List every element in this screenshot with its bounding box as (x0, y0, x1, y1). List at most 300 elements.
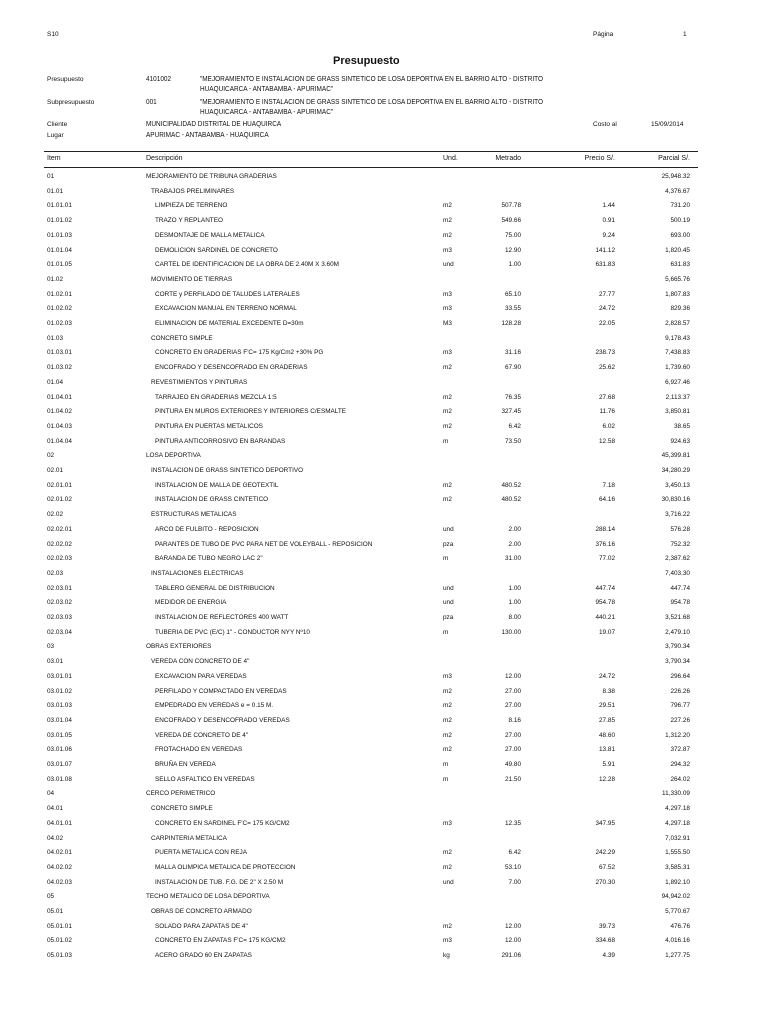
row-item-code: 03.01.04 (47, 716, 72, 724)
row-metrado: 2.00 (508, 525, 521, 533)
table-row (0, 185, 768, 199)
row-item-code: 01.04.03 (47, 422, 72, 430)
row-parcial: 7,438.83 (665, 349, 690, 357)
row-precio: 141.12 (595, 246, 615, 254)
row-item-code: 04.01 (47, 805, 63, 813)
row-unit: m2 (443, 922, 452, 930)
row-unit: m3 (443, 819, 452, 827)
row-unit: m2 (443, 481, 452, 489)
row-item-code: 03.01 (47, 658, 63, 666)
row-item-code: 02.03.01 (47, 584, 72, 592)
table-row (0, 199, 768, 213)
table-row (0, 787, 768, 801)
row-description: DEMOLICION SARDINEL DE CONCRETO (155, 246, 278, 254)
table-row (0, 920, 768, 934)
row-unit: m2 (443, 687, 452, 695)
row-unit: M3 (443, 320, 452, 327)
table-row (0, 302, 768, 316)
row-unit: m2 (443, 393, 452, 401)
row-description: PUERTA METALICA CON REJA (155, 849, 247, 857)
row-metrado: 8.16 (508, 716, 521, 724)
row-parcial: 5,770.67 (665, 908, 690, 915)
row-item-code: 01.02.03 (47, 320, 72, 327)
table-row (0, 685, 768, 699)
row-metrado: 291.06 (501, 952, 521, 960)
row-parcial: 1,312.20 (665, 731, 690, 739)
row-precio: 24.72 (599, 672, 615, 680)
row-unit: und (443, 584, 454, 592)
row-metrado: 7.00 (508, 878, 521, 886)
row-metrado: 31.16 (505, 349, 521, 357)
row-precio: 48.60 (599, 731, 615, 739)
table-row (0, 479, 768, 493)
row-metrado: 73.50 (505, 437, 521, 445)
row-description: CONCRETO EN ZAPATAS F'C= 175 KG/CM2 (155, 937, 286, 945)
row-description: DESMONTAJE DE MALLA METALICA (155, 231, 265, 239)
table-row (0, 949, 768, 963)
row-unit: m (443, 761, 449, 768)
row-item-code: 02.03 (47, 569, 63, 577)
row-parcial: 30,830.16 (661, 496, 690, 504)
col-und: Und. (443, 155, 458, 162)
row-parcial: 5,665.76 (665, 275, 690, 283)
table-row (0, 405, 768, 419)
row-parcial: 3,585.31 (665, 863, 690, 871)
row-parcial: 1,807.83 (665, 290, 690, 298)
row-metrado: 6.42 (508, 422, 521, 430)
row-description: PINTURA EN PUERTAS METALICOS (155, 422, 263, 430)
row-item-code: 03.01.01 (47, 672, 72, 680)
row-parcial: 954.78 (670, 599, 690, 607)
row-precio: 242.29 (595, 849, 615, 857)
table-row (0, 391, 768, 405)
table-row (0, 567, 768, 581)
row-item-code: 04.01.01 (47, 819, 72, 827)
presupuesto-desc-1: "MEJORAMIENTO E INSTALACION DE GRASS SINTETICO DE LOSA DEPORTIVA EN EL BARRIO ALTO - DISTRITO (200, 76, 543, 83)
row-metrado: 27.00 (505, 731, 521, 739)
row-parcial: 447.74 (670, 584, 690, 592)
row-parcial: 372.87 (670, 746, 690, 754)
table-row (0, 905, 768, 919)
row-unit: m3 (443, 937, 452, 945)
row-description: PARANTES DE TUBO DE PVC PARA NET DE VOLEYBALL - REPOSICION (155, 540, 373, 548)
row-precio: 4.39 (602, 952, 615, 960)
row-parcial: 4,297.18 (665, 805, 690, 813)
row-description: CONCRETO SIMPLE (151, 334, 213, 342)
table-row (0, 861, 768, 875)
row-item-code: 05 (47, 893, 55, 901)
page-label: Página (593, 31, 614, 38)
row-precio: 270.30 (595, 878, 615, 886)
row-item-code: 01.02 (47, 275, 63, 283)
row-description: REVESTIMIENTOS Y PINTURAS (151, 378, 248, 386)
table-row (0, 626, 768, 640)
row-description: ELIMINACION DE MATERIAL EXCEDENTE D=30m (155, 320, 304, 327)
table-row (0, 670, 768, 684)
table-row (0, 817, 768, 831)
presupuesto-label: Presupuesto (47, 76, 84, 83)
row-description: LOSA DEPORTIVA (146, 452, 201, 460)
row-metrado: 327.45 (501, 408, 521, 416)
row-item-code: 05.01.03 (47, 952, 72, 960)
row-metrado: 480.52 (501, 481, 521, 489)
row-item-code: 03.01.02 (47, 687, 72, 695)
row-metrado: 549.66 (501, 217, 521, 225)
row-description: TECHO METALICO DE LOSA DEPORTIVA (146, 893, 270, 901)
row-unit: m2 (443, 364, 452, 372)
row-description: BARANDA DE TUBO NEGRO LAC 2" (155, 555, 263, 563)
table-row (0, 288, 768, 302)
row-description: INSTALACIONES ELECTRICAS (151, 569, 244, 577)
table-row (0, 435, 768, 449)
row-parcial: 34,280.29 (661, 467, 690, 474)
row-parcial: 924.63 (670, 437, 690, 445)
row-parcial: 3,790.34 (665, 643, 690, 651)
table-row (0, 214, 768, 228)
row-parcial: 476.76 (670, 922, 690, 930)
table-row (0, 244, 768, 258)
row-metrado: 27.00 (505, 746, 521, 754)
row-description: CONCRETO EN GRADERIAS F'C= 175 Kg/Cm2 +30% PG (155, 349, 324, 357)
row-precio: 27.85 (599, 716, 615, 724)
row-unit: m2 (443, 408, 452, 416)
row-parcial: 45,399.81 (661, 452, 690, 460)
row-parcial: 1,277.75 (665, 952, 690, 960)
row-parcial: 1,820.45 (665, 246, 690, 254)
col-item: Item (47, 155, 61, 162)
row-description: CERCO PERIMETRICO (146, 790, 216, 798)
row-unit: m2 (443, 849, 452, 857)
report-code: S10 (47, 31, 59, 38)
row-description: VEREDA DE CONCRETO DE 4" (155, 731, 249, 739)
row-item-code: 02.02.01 (47, 525, 72, 533)
row-precio: 11.76 (599, 408, 615, 416)
row-unit: m3 (443, 290, 452, 298)
row-precio: 64.16 (599, 496, 615, 504)
table-row (0, 758, 768, 772)
row-description: ENCOFRADO Y DESENCOFRADO VEREDAS (155, 716, 290, 724)
row-item-code: 02.01.01 (47, 481, 72, 489)
row-parcial: 693.00 (670, 231, 690, 239)
table-row (0, 552, 768, 566)
row-item-code: 05.01.02 (47, 937, 72, 945)
row-item-code: 01.01.03 (47, 231, 72, 239)
row-item-code: 01.01.01 (47, 202, 72, 210)
row-description: ARCO DE FULBITO - REPOSICION (155, 525, 259, 533)
row-precio: 288.14 (595, 525, 615, 533)
row-metrado: 75.00 (505, 231, 521, 239)
table-row (0, 582, 768, 596)
row-item-code: 01.04 (47, 378, 63, 386)
row-parcial: 294.32 (670, 761, 690, 768)
row-precio: 39.73 (599, 922, 615, 930)
row-item-code: 03.01.07 (47, 761, 72, 768)
row-unit: kg (443, 952, 450, 960)
row-description: INSTALACION DE TUB. F.G. DE 2" X 2.50 M (155, 878, 284, 886)
table-row (0, 346, 768, 360)
row-unit: m2 (443, 702, 452, 710)
header-bottom-rule (44, 167, 698, 168)
table-row (0, 773, 768, 787)
row-parcial: 829.36 (670, 305, 690, 313)
row-item-code: 05.01 (47, 908, 63, 915)
row-precio: 9.24 (602, 231, 615, 239)
row-item-code: 01.01.04 (47, 246, 72, 254)
row-parcial: 731.20 (670, 202, 690, 210)
row-unit: und (443, 261, 454, 269)
row-parcial: 25,948.32 (661, 173, 690, 180)
row-metrado: 67.90 (505, 364, 521, 372)
row-unit: m2 (443, 202, 452, 210)
row-item-code: 02.03.02 (47, 599, 72, 607)
row-item-code: 01.04.04 (47, 437, 72, 445)
row-unit: pza (443, 614, 454, 621)
row-unit: m2 (443, 422, 452, 430)
row-item-code: 01.02.01 (47, 290, 72, 298)
row-item-code: 04.02.03 (47, 878, 72, 886)
row-metrado: 12.90 (505, 246, 521, 254)
table-row (0, 332, 768, 346)
table-row (0, 699, 768, 713)
row-precio: 376.16 (595, 540, 615, 548)
row-description: ENCOFRADO Y DESENCOFRADO EN GRADERIAS (155, 364, 308, 372)
row-unit: m3 (443, 672, 452, 680)
row-description: MEDIDOR DE ENERGIA (155, 599, 227, 607)
row-item-code: 01.01.05 (47, 261, 72, 269)
row-metrado: 6.42 (508, 849, 521, 857)
cliente-label: Cliente (47, 121, 68, 128)
row-metrado: 480.52 (501, 496, 521, 504)
row-description: EMPEDRADO EN VEREDAS e = 0.15 M. (155, 702, 274, 710)
row-metrado: 12.35 (505, 819, 521, 827)
row-item-code: 01.01 (47, 187, 63, 195)
row-metrado: 1.00 (508, 261, 521, 269)
row-description: PINTURA ANTICORROSIVO EN BARANDAS (155, 437, 286, 445)
subpresupuesto-desc-2: HUAQUICARCA - ANTABAMBA - APURIMAC" (200, 109, 334, 116)
table-row (0, 508, 768, 522)
row-precio: 19.07 (599, 628, 615, 636)
row-item-code: 02.01.02 (47, 496, 72, 504)
row-parcial: 4,297.18 (665, 819, 690, 827)
row-description: CONCRETO SIMPLE (151, 805, 213, 813)
row-parcial: 6,927.46 (665, 378, 690, 386)
row-parcial: 7,403.30 (665, 569, 690, 577)
table-row (0, 729, 768, 743)
col-metrado: Metrado (495, 155, 521, 162)
row-description: INSTALACION DE GRASS SINTETICO DEPORTIVO (151, 467, 304, 474)
row-item-code: 01 (47, 173, 55, 180)
row-description: CARPINTERIA METALICA (151, 834, 227, 842)
row-parcial: 2,828.57 (665, 320, 690, 327)
row-unit: pza (443, 540, 454, 548)
row-parcial: 2,387.62 (665, 555, 690, 563)
row-parcial: 4,376.67 (665, 187, 690, 195)
row-unit: m2 (443, 731, 452, 739)
table-row (0, 361, 768, 375)
table-row (0, 258, 768, 272)
row-parcial: 2,113.37 (665, 393, 690, 401)
row-item-code: 04.02.02 (47, 863, 72, 871)
row-item-code: 01.01.02 (47, 217, 72, 225)
row-description: TARRAJEO EN GRADERIAS MEZCLA 1:5 (155, 393, 277, 401)
row-parcial: 3,716.22 (665, 511, 690, 519)
row-description: SOLADO PARA ZAPATAS DE 4" (155, 922, 248, 930)
row-description: EXCAVACION PARA VEREDAS (155, 672, 247, 680)
row-precio: 25.62 (599, 364, 615, 372)
row-item-code: 04.02.01 (47, 849, 72, 857)
row-metrado: 31.00 (505, 555, 521, 563)
row-parcial: 4,016.16 (665, 937, 690, 945)
row-item-code: 03 (47, 643, 55, 651)
table-row (0, 876, 768, 890)
row-item-code: 01.04.01 (47, 393, 72, 401)
row-unit: m3 (443, 349, 452, 357)
row-parcial: 264.02 (670, 775, 690, 783)
row-metrado: 2.00 (508, 540, 521, 548)
row-unit: m3 (443, 305, 452, 313)
row-metrado: 27.00 (505, 702, 521, 710)
row-unit: m (443, 437, 449, 445)
row-precio: 67.52 (599, 863, 615, 871)
presupuesto-code: 4101002 (146, 76, 172, 83)
row-parcial: 296.64 (670, 672, 690, 680)
row-metrado: 12.00 (505, 922, 521, 930)
row-parcial: 227.26 (670, 716, 690, 724)
row-parcial: 1,555.50 (665, 849, 690, 857)
row-item-code: 02.01 (47, 467, 63, 474)
table-row (0, 743, 768, 757)
row-metrado: 76.35 (505, 393, 521, 401)
row-parcial: 226.26 (670, 687, 690, 695)
row-metrado: 507.78 (501, 202, 521, 210)
row-parcial: 500.19 (670, 217, 690, 225)
row-description: SELLO ASFALTICO EN VEREDAS (155, 775, 255, 783)
table-row (0, 376, 768, 390)
row-metrado: 27.00 (505, 687, 521, 695)
table-row (0, 934, 768, 948)
lugar-label: Lugar (47, 132, 64, 139)
row-metrado: 128.28 (501, 320, 521, 327)
row-description: OBRAS DE CONCRETO ARMADO (151, 908, 252, 915)
lugar-value: APURIMAC - ANTABAMBA - HUAQUIRCA (146, 132, 269, 139)
row-precio: 334.68 (595, 937, 615, 945)
table-header (0, 152, 768, 166)
table-row (0, 273, 768, 287)
row-parcial: 3,850.81 (665, 408, 690, 416)
costo-label: Costo al (593, 121, 617, 128)
row-description: PERFILADO Y COMPACTADO EN VEREDAS (155, 687, 287, 695)
row-description: INSTALACION DE REFLECTORES 400 WATT (155, 614, 289, 621)
subpresupuesto-desc-1: "MEJORAMIENTO E INSTALACION DE GRASS SINTETICO DE LOSA DEPORTIVA EN EL BARRIO ALTO - DISTRITO (200, 99, 543, 106)
row-parcial: 1,739.60 (665, 364, 690, 372)
row-unit: m3 (443, 246, 452, 254)
row-metrado: 12.00 (505, 937, 521, 945)
row-description: CORTE y PERFILADO DE TALUDES LATERALES (155, 290, 300, 298)
row-metrado: 1.00 (508, 584, 521, 592)
row-item-code: 02.02.03 (47, 555, 72, 563)
row-parcial: 752.32 (670, 540, 690, 548)
row-description: LIMPIEZA DE TERRENO (155, 202, 228, 210)
row-parcial: 2,479.10 (665, 628, 690, 636)
row-precio: 27.77 (599, 290, 615, 298)
row-metrado: 1.00 (508, 599, 521, 607)
row-unit: m (443, 775, 449, 783)
row-description: TRAZO Y REPLANTEO (155, 217, 223, 225)
row-parcial: 576.28 (670, 525, 690, 533)
table-row (0, 523, 768, 537)
row-parcial: 796.77 (670, 702, 690, 710)
table-row (0, 317, 768, 331)
table-row (0, 229, 768, 243)
row-precio: 24.72 (599, 305, 615, 313)
row-precio: 631.83 (595, 261, 615, 269)
row-precio: 22.05 (599, 320, 615, 327)
cliente-value: MUNICIPALIDAD DISTRITAL DE HUAQUIRCA (146, 121, 282, 128)
row-metrado: 65.10 (505, 290, 521, 298)
table-row (0, 449, 768, 463)
row-precio: 12.28 (599, 775, 615, 783)
row-parcial: 3,450.13 (665, 481, 690, 489)
row-precio: 440.21 (595, 614, 615, 621)
row-unit: m2 (443, 496, 452, 504)
table-row (0, 890, 768, 904)
row-description: ACERO GRADO 60 EN ZAPATAS (155, 952, 252, 960)
row-unit: m (443, 555, 449, 563)
row-metrado: 21.50 (505, 775, 521, 783)
row-precio: 77.02 (599, 555, 615, 563)
row-item-code: 02.02.02 (47, 540, 72, 548)
row-precio: 27.68 (599, 393, 615, 401)
row-item-code: 04.02 (47, 834, 63, 842)
row-metrado: 12.00 (505, 672, 521, 680)
costo-date: 15/09/2014 (651, 121, 684, 128)
row-precio: 6.02 (602, 422, 615, 430)
row-description: OBRAS EXTERIORES (146, 643, 212, 651)
row-precio: 954.78 (595, 599, 615, 607)
page-title: Presupuesto (333, 55, 400, 67)
row-description: ESTRUCTURAS METALICAS (151, 511, 237, 519)
table-row (0, 611, 768, 625)
row-metrado: 8.00 (508, 614, 521, 621)
row-description: TRABAJOS PRELIMINARES (151, 187, 235, 195)
row-description: VEREDA CON CONCRETO DE 4" (151, 658, 250, 666)
row-description: CONCRETO EN SARDINEL F'C= 175 KG/CM2 (155, 819, 290, 827)
table-row (0, 655, 768, 669)
row-parcial: 38.65 (674, 422, 690, 430)
table-row (0, 640, 768, 654)
row-description: TABLERO GENERAL DE DISTRIBUCION (155, 584, 275, 592)
row-item-code: 02.03.04 (47, 628, 72, 636)
row-item-code: 03.01.03 (47, 702, 72, 710)
row-unit: und (443, 525, 454, 533)
row-description: MALLA OLIMPICA METALICA DE PROTECCION (155, 863, 296, 871)
table-row (0, 832, 768, 846)
row-parcial: 3,790.34 (665, 658, 690, 666)
row-metrado: 49.80 (505, 761, 521, 768)
row-precio: 29.51 (599, 702, 615, 710)
table-row (0, 493, 768, 507)
row-item-code: 01.03.02 (47, 364, 72, 372)
row-unit: m2 (443, 231, 452, 239)
row-item-code: 05.01.01 (47, 922, 72, 930)
table-row (0, 538, 768, 552)
row-unit: und (443, 878, 454, 886)
row-description: MOVIMIENTO DE TIERRAS (151, 275, 233, 283)
row-parcial: 94,942.02 (661, 893, 690, 901)
col-descripcion: Descripción (146, 155, 183, 162)
table-row (0, 846, 768, 860)
subpresupuesto-label: Subpresupuesto (47, 99, 95, 106)
